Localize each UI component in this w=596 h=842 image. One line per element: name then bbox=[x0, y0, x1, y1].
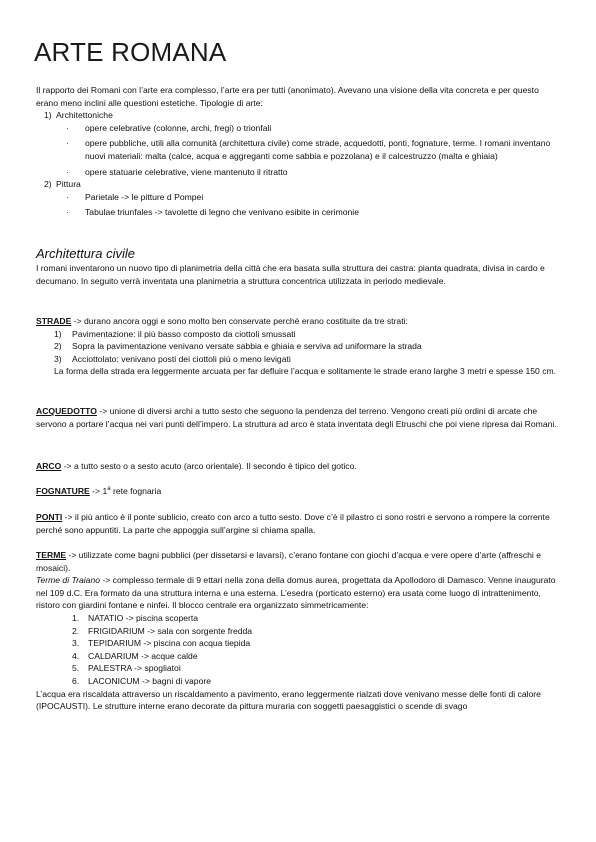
list-number: 6. bbox=[72, 675, 80, 686]
art-type-label: Pittura bbox=[56, 179, 81, 190]
terme-section bbox=[36, 549, 560, 713]
room-item: 5. PALESTRA -> spogliatoi bbox=[72, 663, 181, 674]
strade-note: La forma della strada era leggermente arcuata per far defluire l’acqua e solitamente le strade erano larghe 3 metri e spesse 150 cm. bbox=[54, 366, 557, 377]
art-type-label: Architettoniche bbox=[56, 110, 113, 121]
list-number: 5. bbox=[72, 663, 80, 674]
room-item: 4. CALDARIUM -> acque calde bbox=[72, 650, 198, 661]
strade-paragraph: STRADE -> durano ancora oggi e sono molto ben conservate perché erano costituite da tre strati: bbox=[36, 316, 408, 326]
list-number: 4. bbox=[72, 650, 80, 661]
bullet-icon: · bbox=[66, 122, 69, 133]
terme-paragraph: TERME -> utilizzate come bagni pubblici (per dissetarsi e lavarsi), c’erano fontane con giochi d’acqua e vere opere d’arte (affreschi e mosaici). bbox=[36, 550, 541, 573]
ponti-paragraph: PONTI -> il più antico è il ponte sublicio, creato con arco a tutto sesto. Dove c’è il pilastro ci sono rostri e servono a rompere la corrente perché sono appuntiti. La parte che appoggia sull’argine si chiama spalla. bbox=[36, 512, 550, 535]
list-number: 2) bbox=[44, 179, 52, 190]
room-item: 6. LACONICUM -> bagni di vapore bbox=[72, 675, 211, 686]
intro-paragraph: Il rapporto dei Romani con l’arte era complesso, l’arte era per tutti (anonimato). Avevano una visione della vita concreta e per questo erano meno inclini alle questioni estetiche. Tipologie di arte: bbox=[36, 85, 539, 108]
section-architettura-civile bbox=[36, 246, 560, 287]
bullet-icon: · bbox=[66, 207, 69, 218]
arco-paragraph: ARCO -> a tutto sesto o a sesto acuto (arco orientale). Il secondo è tipico del gotico. bbox=[36, 461, 357, 471]
intro-section bbox=[36, 84, 560, 219]
strade-term: STRADE bbox=[36, 316, 72, 326]
list-number: 2) bbox=[54, 341, 62, 352]
fognature-term: FOGNATURE bbox=[36, 486, 90, 496]
layer-item: 1) Pavimentazione: il più basso composto da ciottoli smussati bbox=[54, 328, 296, 339]
bullet-icon: · bbox=[66, 191, 69, 202]
list-number: 1) bbox=[44, 110, 52, 121]
room-item: 2. FRIGIDARIUM -> sala con sorgente fredda bbox=[72, 625, 253, 636]
bullet-icon: · bbox=[66, 138, 69, 149]
terme-closing: L’acqua era riscaldata attraverso un riscaldamento a pavimento, erano leggermente rialzati dove venivano messe delle fonti di calore (IPOCAUSTI). Le strutture interne erano decorate da pittura muraria con soggetti paesaggistici o scende di svago bbox=[36, 688, 541, 712]
fognature-section bbox=[36, 485, 560, 498]
art-type-item bbox=[36, 109, 560, 178]
bullet-list bbox=[36, 122, 560, 178]
list-number: 3) bbox=[54, 353, 62, 364]
traiano-paragraph: Terme di Traiano -> complesso termale di 9 ettari nella zona della domus aurea, progettata da Apollodoro di Damasco. Venne inaugurato nel 109 d.C. Era formato da una struttura interna e una esterna. L’esedra (porticato esterno) era usata come luogo di intrattenimento, ristoro con giardini fontane e ninfei. Il blocco centrale era organizzato simmetricamente: bbox=[36, 575, 556, 611]
strade-layers-list bbox=[36, 328, 560, 366]
bullet-item: · Tabulae triunfales -> tavolette di legno che venivano esibite in cerimonie bbox=[66, 207, 359, 218]
ponti-term: PONTI bbox=[36, 512, 63, 522]
list-number: 2. bbox=[72, 625, 80, 636]
terme-rooms-list bbox=[36, 612, 560, 688]
art-types-list bbox=[36, 109, 560, 219]
bullet-icon: · bbox=[66, 166, 69, 177]
layer-item: 2) Sopra la pavimentazione venivano versate sabbia e ghiaia e serviva ad uniformare la strada bbox=[54, 341, 422, 352]
list-number: 3. bbox=[72, 638, 80, 649]
bullet-item: · opere pubbliche, utili alla comunità (architettura civile) come strade, acquedotti, ponti, fognature, terme. I romani inventano nuovi materiali: malta (calce, acqua e aggreganti come sabbia e pozzolana) e il calcestruzzo (malta e ghiaia) bbox=[66, 138, 551, 161]
terme-term: TERME bbox=[36, 550, 67, 560]
bullet-item: · Parietale -> le pitture d Pompei bbox=[66, 191, 204, 202]
room-item: 3. TEPIDARIUM -> piscina con acqua tiepida bbox=[72, 638, 251, 649]
page-title: ARTE ROMANA bbox=[34, 37, 227, 67]
traiano-label: Terme di Traiano bbox=[36, 575, 101, 586]
acquedotto-section bbox=[36, 405, 560, 430]
acquedotto-term: ACQUEDOTTO bbox=[36, 406, 97, 416]
ponti-section bbox=[36, 511, 560, 536]
list-number: 1. bbox=[72, 612, 80, 623]
list-number: 1) bbox=[54, 328, 62, 339]
section-heading: Architettura civile bbox=[36, 246, 135, 261]
bullet-item: · opere celebrative (colonne, archi, fregi) o trionfali bbox=[66, 122, 272, 133]
room-item: 1. NATATIO -> piscina scoperta bbox=[72, 612, 199, 623]
bullet-item: · opere statuarie celebrative, viene mantenuto il ritratto bbox=[66, 166, 288, 177]
arco-section bbox=[36, 460, 560, 473]
layer-item: 3) Acciottolato: venivano posti dei ciottoli più o meno levigati bbox=[54, 353, 291, 364]
arco-term: ARCO bbox=[36, 461, 62, 471]
section-intro: I romani inventarono un nuovo tipo di planimetria della città che era basata sulla struttura dei castra: pianta quadrata, divisa in cardo e decumano. In seguito verrà inventata una planimetria a struttura concentrica utilizzata in periodo medievale. bbox=[36, 263, 545, 286]
fognature-paragraph: FOGNATURE -> $1^a$ rete fognaria bbox=[36, 486, 162, 496]
art-type-item bbox=[36, 178, 560, 219]
bullet-list bbox=[36, 191, 560, 219]
acquedotto-paragraph: ACQUEDOTTO -> unione di diversi archi a tutto sesto che seguono la pendenza del terreno. Vengono creati più ordini di arcate che servono a portare l’acqua nei vari punti dell’impero. La struttura ad arco è stata inventata degli Etruschi che poi viene ripresa dai Romani. bbox=[36, 406, 557, 429]
strade-section bbox=[36, 315, 560, 378]
